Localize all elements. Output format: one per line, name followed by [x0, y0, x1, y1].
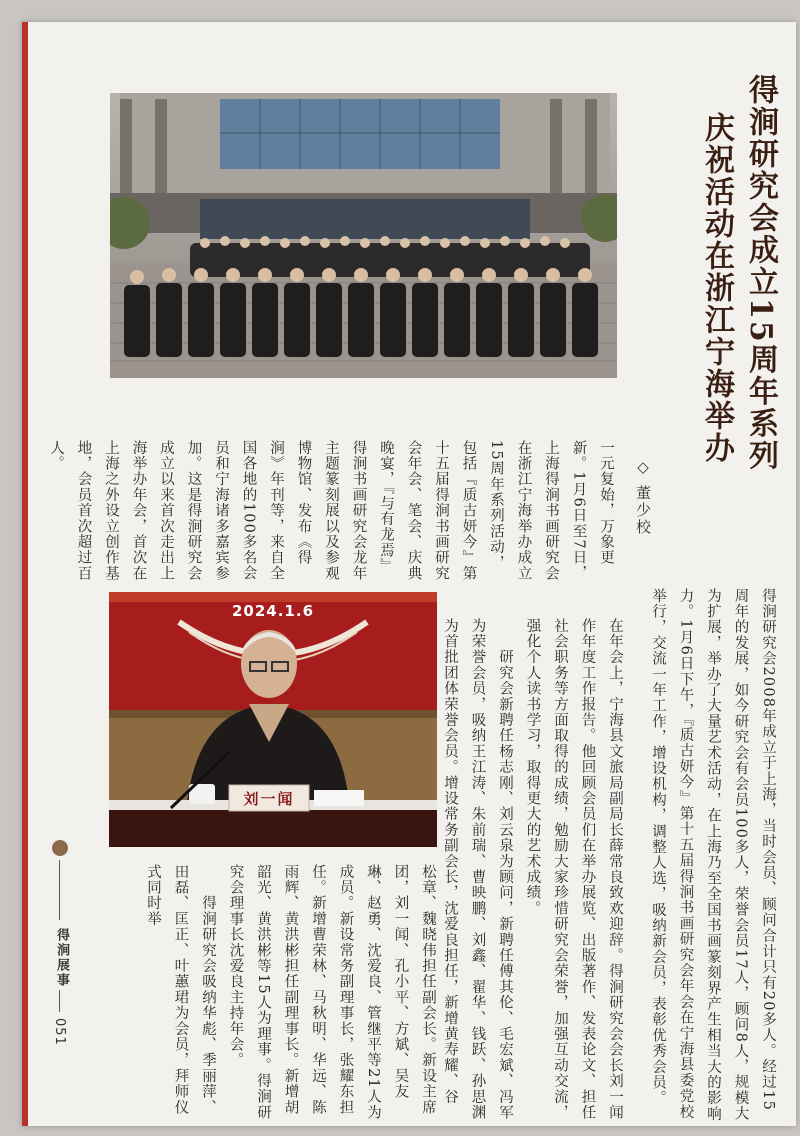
author-byline: ◇ 董少校 [634, 458, 652, 536]
group-photo [110, 93, 617, 378]
footer-divider [59, 860, 60, 920]
magazine-page [22, 22, 796, 1126]
page-number: 051 [52, 1018, 67, 1046]
footer-divider-2 [59, 990, 60, 1012]
speaker-photo [109, 592, 437, 847]
group-photo-illustration [110, 93, 617, 378]
banner-date: 2024.1.6 [231, 602, 315, 620]
body-text-intro: 一元复始，万象更新。1月6日至7日，上海得涧书画研究会在浙江宁海举办成立15周年系列活动，包括『质古妍今』第十五届得涧书画研究会年会、笔会、庆典晚宴，『与有龙焉』得涧书画研究会龙年主题篆刻展以及参观博物馆、发布《得涧》年刊等，来自全国各地的100多名会员和宁海诸多嘉宾参加。这是得涧研究会成立以来首次走出上海举办年会，首次在上海之外设立创作基地，会员首次超过百人。 [48, 440, 614, 582]
article-title-line1: 得涧研究会成立15周年系列 [743, 74, 778, 472]
section-logo-icon [52, 840, 68, 856]
body-text-appointments: 松章、魏晓伟担任副会长。新设主席团，刘一闻、孔小平、方斌、吴友琳、赵勇、沈爱良、管继平等21人为成员。新设常务副理事长，张耀东担任。新增曹荣林、马秋明、华远、陈雨辉、黄洪彬担任副理事长。新增胡韶光、黄洪彬等15人为理事。得涧研究会理事长沈爱良主持年会。 得涧研究会吸纳华彪、季丽萍、田磊、匡正、叶蕙珺为会员，拜师仪式同时举 [145, 864, 436, 1121]
article-title-line2: 庆祝活动在浙江宁海举办 [699, 112, 734, 464]
page-footer [44, 840, 78, 1050]
section-label: 得涧展事 [54, 928, 69, 988]
body-text-history: 得涧研究会2008年成立于上海，当时会员、顾问合计只有20多人。经过15周年的发展，如今研究会有会员100多人，荣誉会员17人，顾问8人，规模大为扩展，举办了大量艺术活动，在上海乃至全国书画篆刻界产生相当大的影响力。1月6日下午，『质古妍今』第十五届得涧书画研究会年会在宁海县委党校举行，交流一年工作，增设机构，调整人选，吸纳新会员，表彰优秀会员。 [650, 588, 776, 1122]
body-text-annual-meeting: 在年会上，宁海县文旅局副局长薛常良致欢迎辞。得涧研究会会长刘一闻作年度工作报告。他回顾会员们在举办展览、出版著作、发表论文、担任社会职务等方面取得的成绩，勉励大家珍惜研究会荣誉，加强互动交流，强化个人读书学习，取得更大的艺术成绩。 研究会新聘任杨志刚、刘云泉为顾问，新聘任傅其伦、毛宏斌、冯军为荣誉会员，吸纳王江涛、朱前瑞、曹映鹏、刘鑫、翟华、钱跃、孙思渊为首批团体荣誉会员。增设常务副会长，沈爱良担任，新增黄寿耀、谷 [442, 618, 623, 1121]
speaker-nameplate: 刘一闻 [243, 790, 295, 808]
